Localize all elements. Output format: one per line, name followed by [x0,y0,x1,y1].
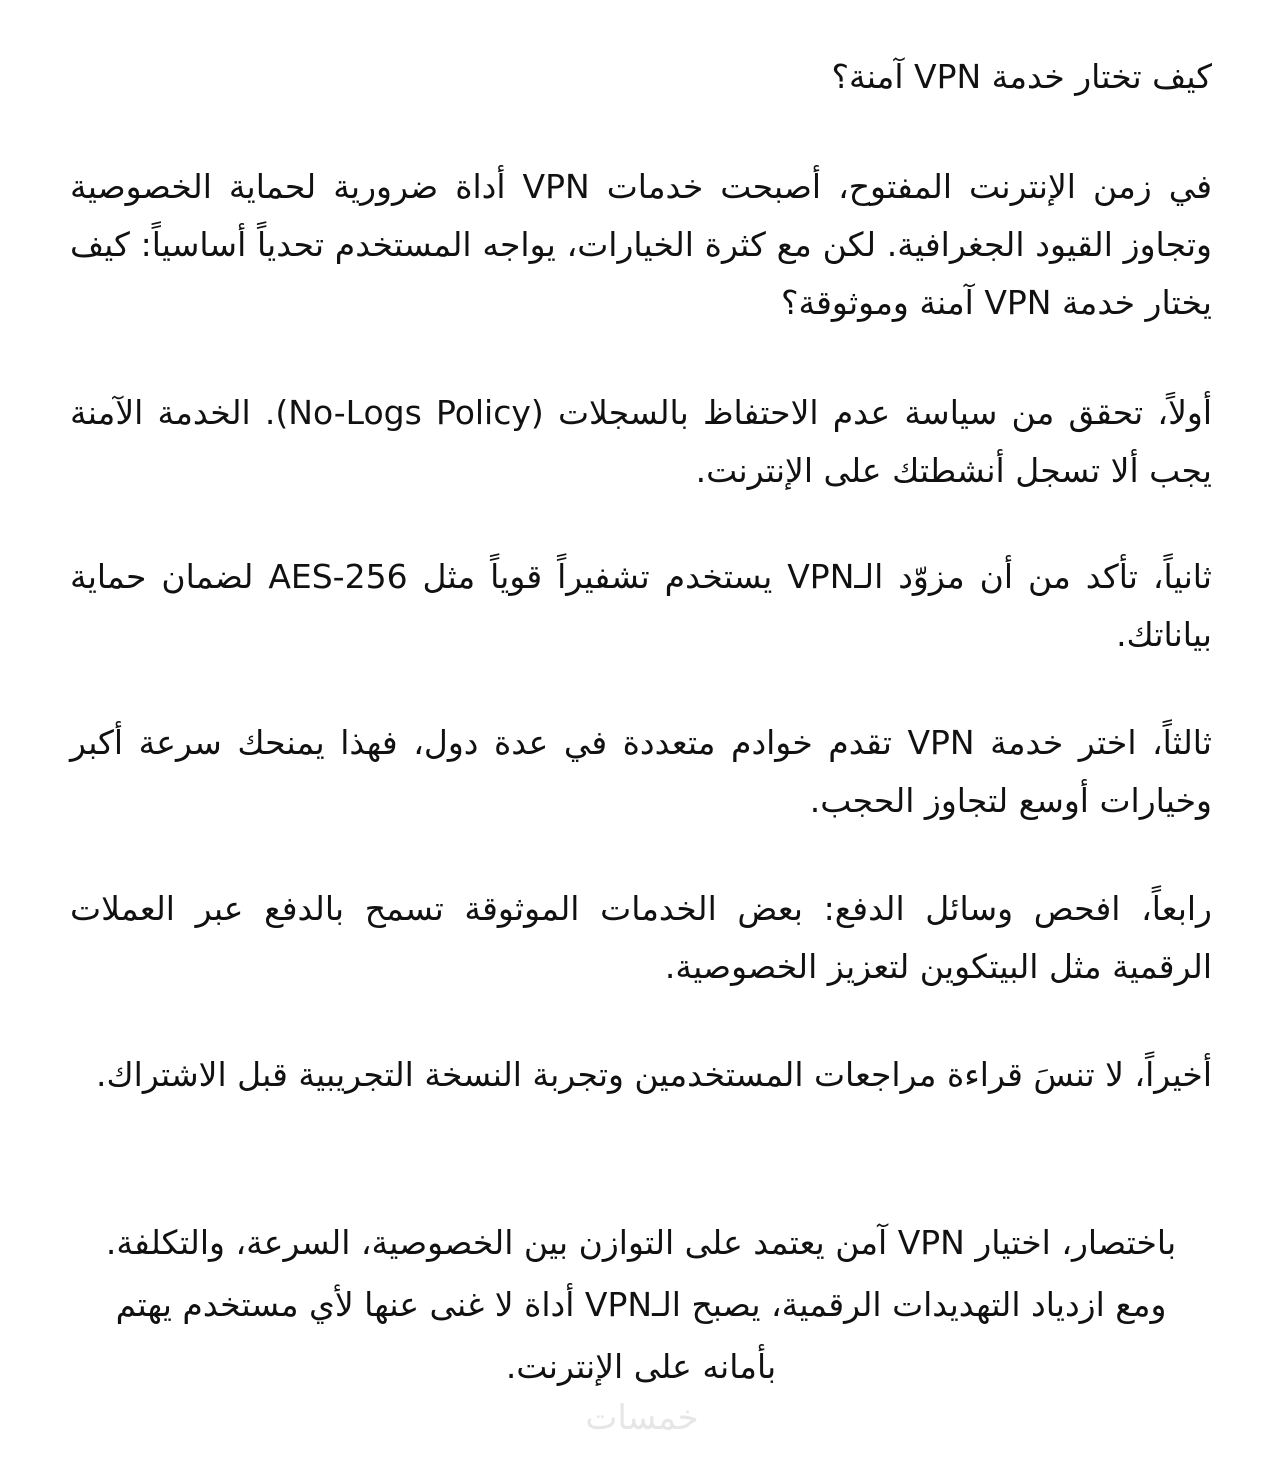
paragraph-no-logs: أولاً، تحقق من سياسة عدم الاحتفاظ بالسجلات (No-Logs Policy). الخدمة الآمنة يجب ألا تسجل أنشطتك على الإنترنت. [70,393,1212,490]
article-title: كيف تختار خدمة VPN آمنة؟ [831,57,1212,96]
paragraph-servers: ثالثاً، اختر خدمة VPN تقدم خوادم متعددة في عدة دول، فهذا يمنحك سرعة أكبر وخيارات أوسع لتجاوز الحجب. [70,723,1212,820]
paragraph-payment: رابعاً، افحص وسائل الدفع: بعض الخدمات الموثوقة تسمح بالدفع عبر العملات الرقمية مثل البيتكوين لتعزيز الخصوصية. [70,889,1212,986]
paragraph-encryption: ثانياً، تأكد من أن مزوّد الـVPN يستخدم تشفيراً قوياً مثل AES-256 لضمان حماية بياناتك. [70,557,1212,654]
paragraph-reviews: أخيراً، لا تنسَ قراءة مراجعات المستخدمين وتجربة النسخة التجريبية قبل الاشتراك. [95,1055,1212,1094]
watermark-logo: خمسات [585,1398,699,1438]
paragraph-conclusion: باختصار، اختيار VPN آمن يعتمد على التوازن بين الخصوصية، السرعة، والتكلفة. ومع ازدياد التهديدات الرقمية، يصبح الـVPN أداة لا غنى عنها لأي مستخدم يهتم بأمانه على الإنترنت. [105,1223,1177,1386]
paragraph-intro: في زمن الإنترنت المفتوح، أصبحت خدمات VPN أداة ضرورية لحماية الخصوصية وتجاوز القيود الجغرافية. لكن مع كثرة الخيارات، يواجه المستخدم تحدياً أساسياً: كيف يختار خدمة VPN آمنة وموثوقة؟ [70,167,1212,322]
